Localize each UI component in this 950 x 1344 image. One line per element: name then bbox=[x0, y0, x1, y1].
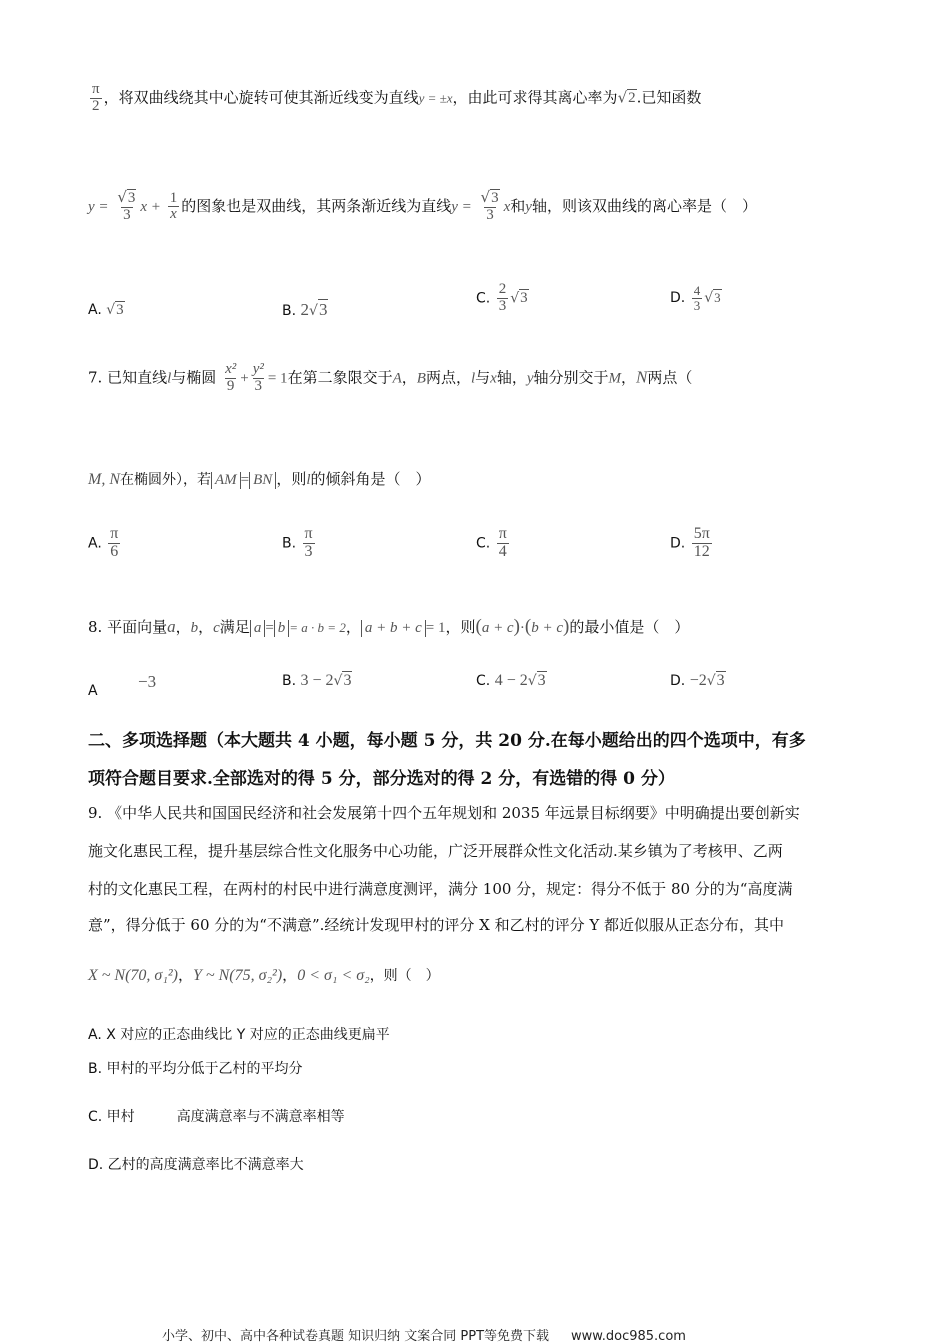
q8-option-d[interactable]: D. −2√3 bbox=[670, 672, 725, 689]
q7-option-c[interactable]: C. $\frac{\pi}{4}$ bbox=[476, 525, 507, 560]
q8-option-c[interactable]: C. 4 − 2√3 bbox=[476, 672, 546, 689]
ellipse-x-term: $\frac{\text{x²}}{9}$ bbox=[225, 361, 237, 394]
q6-option-b[interactable]: B. 2√3 bbox=[282, 300, 328, 319]
ellipse-y-term: $\frac{\text{y²}}{3}$ bbox=[252, 361, 264, 394]
q8-option-b[interactable]: B. 3 − 2√3 bbox=[282, 672, 352, 689]
q6-line2: y = $\frac{√3}{3}$ x + $\frac{1}{x}$ 的图象也是双曲线，其两条渐近线为直线y = $\frac{√3}{3}$ x和y轴，则该双曲线的离心率是（ ） bbox=[88, 188, 757, 223]
section-2-heading-line1: 二、多项选择题（本大题共 4 小题，每小题 5 分，共 20 分.在每小题给出的四个选项中，有多 bbox=[88, 731, 806, 751]
q9-option-a[interactable]: A. X 对应的正态曲线比 Y 对应的正态曲线更扁平 bbox=[88, 1027, 390, 1043]
q6-option-c[interactable]: C. $\frac{2}{3}$ √3 bbox=[476, 281, 528, 314]
q8-option-a[interactable]: A −3 bbox=[88, 672, 157, 699]
q7-option-b[interactable]: B. $\frac{\pi}{3}$ bbox=[282, 525, 313, 560]
q9-line4: 意”，得分低于 60 分的为“不满意”.经统计发现甲村的评分 X 和乙村的评分 Y 都近似服从正态分布，其中 bbox=[88, 916, 785, 934]
q9-option-d[interactable]: D. 乙村的高度满意率比不满意率大 bbox=[88, 1157, 304, 1173]
q9-option-b[interactable]: B. 甲村的平均分低于乙村的平均分 bbox=[88, 1061, 303, 1077]
q7-option-d[interactable]: D. $\frac{5\pi}{12}$ bbox=[670, 525, 710, 560]
q6-option-a[interactable]: A. √3 bbox=[88, 302, 124, 318]
q7-line2: M, N在椭圆外），若 AM = BN ，则l的倾斜角是（ ） bbox=[88, 470, 431, 488]
q6-line1: $\frac{\pi}{2}$ ，将双曲线绕其中心旋转可使其渐近线变为直线y = ±x，由此可求得其离心率为√2.已知函数 bbox=[92, 81, 702, 114]
q9-line3: 村的文化惠民工程，在两村的村民中进行满意度测评，满分 100 分，规定：得分不低于 80 分的为“高度满 bbox=[88, 880, 793, 898]
q9-distribution-line: X ~ N(70, σ₁²)，Y ~ N(75, σ₂²)，0 < σ₁ < σ₂，则（ ） bbox=[88, 966, 440, 984]
footer-site-link[interactable]: www.doc985.com bbox=[571, 1329, 686, 1344]
sqrt3-over-3: $\frac{√3}{3}$ bbox=[117, 188, 136, 223]
sqrt-icon: √ bbox=[617, 88, 628, 107]
q7-option-a[interactable]: A. $\frac{\pi}{6}$ bbox=[88, 525, 119, 560]
section-2-heading-line2: 项符合题目要求.全部选对的得 5 分，部分选对的得 2 分，有选错的得 0 分） bbox=[88, 769, 675, 789]
page-footer: 小学、初中、高中各种试卷真题 知识归纳 文案合同 PPT等免费下载 www.doc985.com bbox=[162, 1329, 686, 1344]
q9-line2: 施文化惠民工程，提升基层综合性文化服务中心功能，广泛开展群众性文化活动.某乡镇为了考核甲、乙两 bbox=[88, 842, 783, 860]
q6-option-d[interactable]: D. $\frac{4}{3}$ √3 bbox=[670, 283, 721, 313]
q9-line1: 9. 《中华人民共和国国民经济和社会发展第十四个五年规划和 2035 年远景目标纲要》中明确提出要创新实 bbox=[88, 804, 800, 822]
pi-over-2: $\frac{\pi}{2}$ bbox=[92, 81, 100, 114]
q8-line1: 8. 平面向量a，b，c满足 a = b = a · b = 2， a + b + c = 1，则(a + c)·(b + c)的最小值是（ ） bbox=[88, 616, 690, 637]
q9-option-c[interactable]: C. 甲村 高度满意率与不满意率相等 bbox=[88, 1109, 345, 1125]
q7-line1: 7. 已知直线l与椭圆 $\frac{\text{x²}}{9}$ + $\frac{\text{y²}}{3}$ = 1在第二象限交于A，B两点，l与x轴，y轴分别交于M，N两点（ bbox=[88, 361, 693, 394]
one-over-x: $\frac{1}{x}$ bbox=[169, 189, 178, 223]
asymptote-slope: $\frac{√3}{3}$ bbox=[480, 188, 499, 223]
